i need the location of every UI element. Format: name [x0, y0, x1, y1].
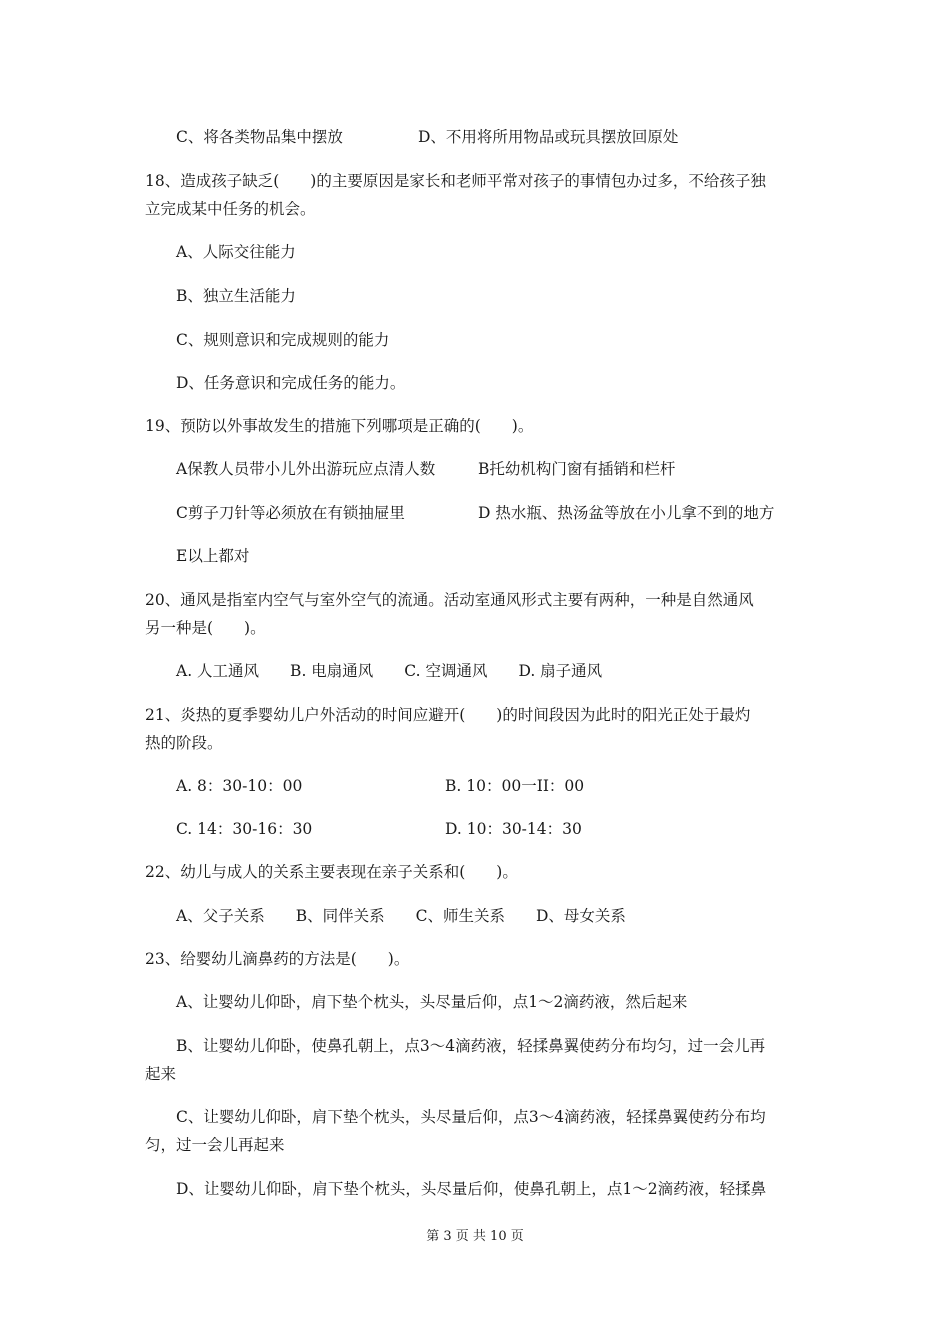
q22-options: A、父子关系 B、同伴关系 C、师生关系 D、母女关系 [176, 907, 626, 925]
q21-stem-line1: 21、炎热的夏季婴幼儿户外活动的时间应避开( )的时间段因为此时的阳光正处于最灼 [145, 706, 751, 724]
q21-option-d: D. 10：30-14：30 [445, 820, 582, 838]
page-footer: 第 3 页 共 10 页 [426, 1229, 524, 1244]
q19-option-d: D 热水瓶、热汤盆等放在小儿拿不到的地方 [478, 504, 775, 522]
q18-stem-line2: 立完成某中任务的机会。 [145, 200, 316, 218]
q18-option-b: B、独立生活能力 [176, 287, 296, 305]
q23-option-d-line1: D、让婴幼儿仰卧，肩下垫个枕头，头尽量后仰，使鼻孔朝上，点1～2滴药液，轻揉鼻 [176, 1180, 767, 1198]
q19-option-a: A保教人员带小儿外出游玩应点清人数 [176, 460, 436, 478]
q18-option-d: D、任务意识和完成任务的能力。 [176, 374, 406, 392]
q18-option-a: A、人际交往能力 [176, 243, 296, 261]
q23-stem: 23、给婴幼儿滴鼻药的方法是( )。 [145, 950, 410, 968]
q21-option-b: B. 10：00一II：00 [445, 777, 585, 795]
q17-option-c: C、将各类物品集中摆放 [176, 128, 343, 146]
q18-option-c: C、规则意识和完成规则的能力 [176, 331, 390, 349]
q23-option-c-line2: 匀，过一会儿再起来 [145, 1136, 285, 1154]
q23-option-a: A、让婴幼儿仰卧，肩下垫个枕头，头尽量后仰，点1～2滴药液，然后起来 [176, 993, 688, 1011]
q21-option-a: A. 8：30-10：00 [176, 777, 303, 795]
q21-stem-line2: 热的阶段。 [145, 734, 223, 752]
q20-stem-line2: 另一种是( )。 [145, 619, 266, 637]
q19-option-c: C剪子刀针等必须放在有锁抽屉里 [176, 504, 405, 522]
q20-options: A. 人工通风 B. 电扇通风 C. 空调通风 D. 扇子通风 [176, 662, 603, 680]
q17-option-d: D、不用将所用物品或玩具摆放回原处 [418, 128, 679, 146]
q21-option-c: C. 14：30-16：30 [176, 820, 313, 838]
q23-option-b-line1: B、让婴幼儿仰卧，使鼻孔朝上，点3～4滴药液，轻揉鼻翼使药分布均匀，过一会儿再 [176, 1037, 766, 1055]
q22-stem: 22、幼儿与成人的关系主要表现在亲子关系和( )。 [145, 863, 518, 881]
q23-option-c-line1: C、让婴幼儿仰卧，肩下垫个枕头，头尽量后仰，点3～4滴药液，轻揉鼻翼使药分布均 [176, 1108, 766, 1126]
q19-stem: 19、预防以外事故发生的措施下列哪项是正确的( )。 [145, 417, 534, 435]
q19-option-b: B托幼机构门窗有插销和栏杆 [478, 460, 676, 478]
q18-stem-line1: 18、造成孩子缺乏( )的主要原因是家长和老师平常对孩子的事情包办过多，不给孩子独 [145, 172, 766, 190]
q20-stem-line1: 20、通风是指室内空气与室外空气的流通。活动室通风形式主要有两种，一种是自然通风 [145, 591, 754, 609]
q19-option-e: E以上都对 [176, 547, 250, 565]
q23-option-b-line2: 起来 [145, 1065, 177, 1083]
